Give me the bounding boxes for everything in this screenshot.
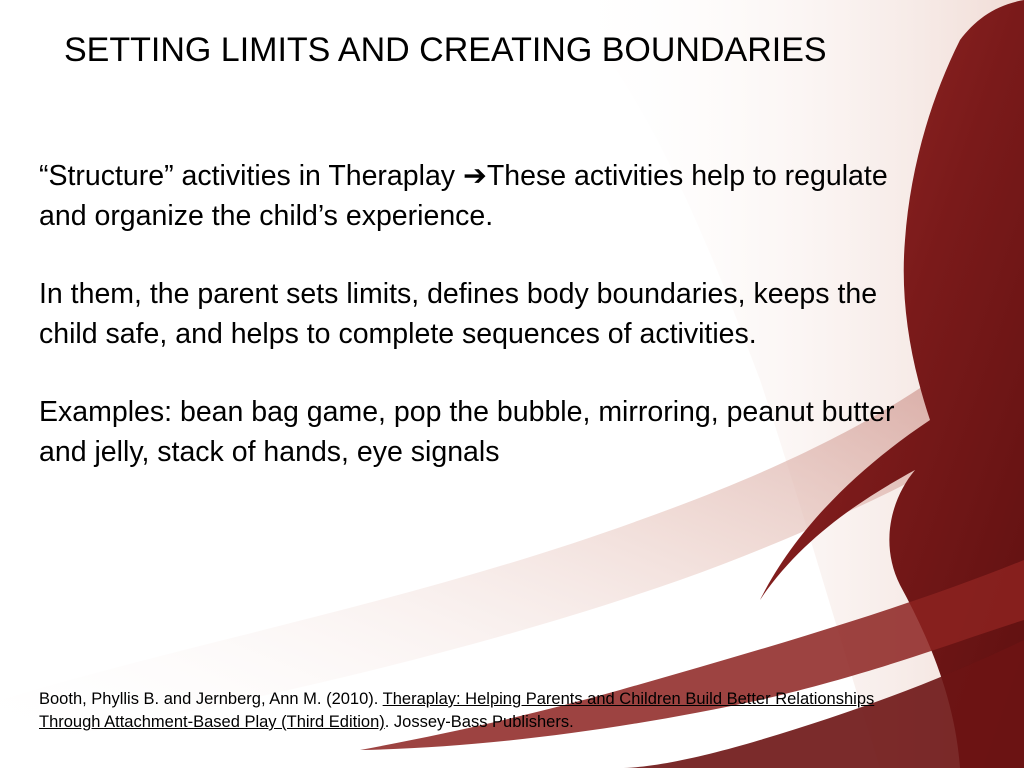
intro-text-before-arrow: “Structure” activities in Theraplay: [39, 160, 463, 192]
paragraph-structure-activities: [39, 156, 919, 236]
right-arrow-icon: ➔: [462, 160, 487, 192]
citation-authors: Booth, Phyllis B. and Jernberg, Ann M. (2010).: [39, 690, 383, 708]
slide-title: SETTING LIMITS AND CREATING BOUNDARIES: [64, 31, 827, 69]
citation: [39, 688, 939, 734]
citation-publisher: . Jossey-Bass Publishers.: [384, 713, 574, 731]
paragraph-examples: Examples: bean bag game, pop the bubble, mirroring, peanut butter and jelly, stack of hands, eye signals: [39, 396, 895, 468]
intro-text-after-arrow: These activities help to regulate and organize the child’s experience.: [39, 160, 888, 232]
paragraph-parent-role: In them, the parent sets limits, defines body boundaries, keeps the child safe, and helps to complete sequences of activities.: [39, 278, 878, 350]
citation-book-title: Theraplay: Helping Parents and Children Build Better Relationships Through Attachment-Based Play (Third Edition): [39, 690, 875, 731]
slide-body: [39, 156, 919, 510]
